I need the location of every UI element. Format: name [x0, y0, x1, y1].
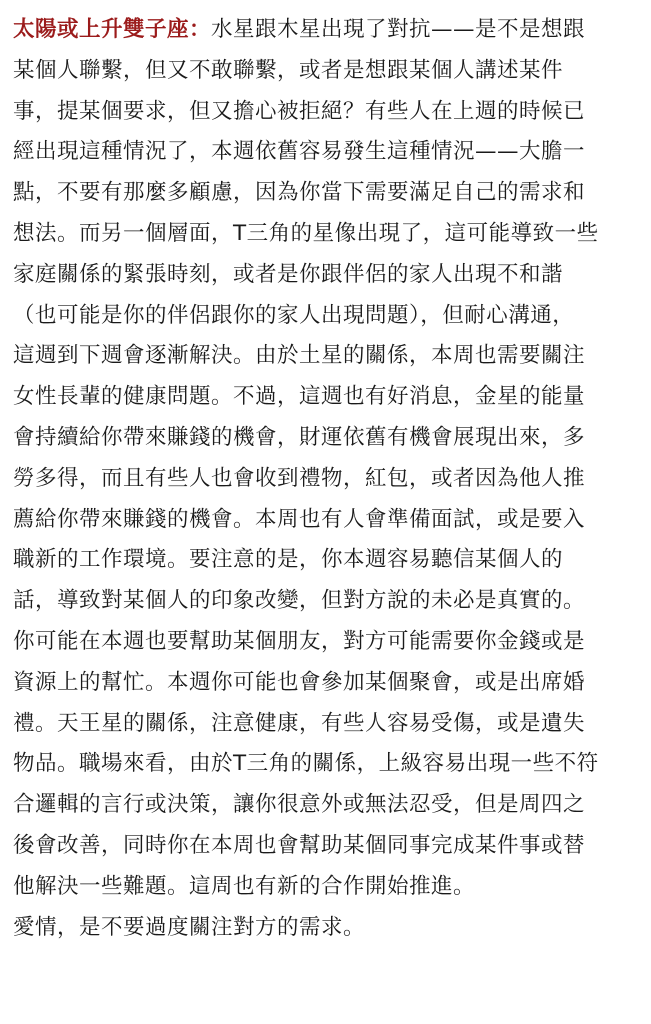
text-line-1-body: 水星跟木星出現了對抗——是不是想跟: [211, 17, 586, 42]
text-line-4: 經出現這種情況了，本週依舊容易發生這種情況——大膽一: [13, 139, 586, 165]
text-line-11: 會持續給你帶來賺錢的機會，財運依舊有機會展現出來，多: [13, 424, 586, 450]
text-line-9: 這週到下週會逐漸解決。由於土星的關係，本周也需要關注: [13, 343, 586, 369]
sign-heading: 太陽或上升雙子座：: [13, 17, 212, 42]
text-line-6: 想法。而另一個層面，T三角的星像出現了，這可能導致一些: [13, 220, 599, 246]
text-line-16: 你可能在本週也要幫助某個朋友，對方可能需要你金錢或是: [13, 628, 586, 654]
text-line-14: 職新的工作環境。要注意的是，你本週容易聽信某個人的: [13, 547, 564, 573]
text-line-7: 家庭關係的緊張時刻，或者是你跟伴侶的家人出現不和諧: [13, 261, 564, 287]
text-line-13: 薦給你帶來賺錢的機會。本周也有人會準備面試，或是要入: [13, 506, 586, 532]
text-line-1: [13, 10, 641, 51]
text-line-8: （也可能是你的伴侶跟你的家人出現問題），但耐心溝通，: [13, 302, 575, 328]
text-line-21: 後會改善，同時你在本周也會幫助某個同事完成某件事或替: [13, 832, 586, 858]
text-line-3: 事，提某個要求，但又擔心被拒絕？有些人在上週的時候已: [13, 98, 586, 124]
text-line-2: 某個人聯繫，但又不敢聯繫，或者是想跟某個人講述某件: [13, 57, 564, 83]
text-line-20: 合邏輯的言行或決策，讓你很意外或無法忍受，但是周四之: [13, 792, 586, 818]
love-line: 愛情，是不要過度關注對方的需求。: [13, 914, 366, 940]
text-line-19: 物品。職場來看，由於T三角的關係，上級容易出現一些不符: [13, 751, 599, 777]
text-line-17: 資源上的幫忙。本週你可能也會參加某個聚會，或是出席婚: [13, 669, 586, 695]
text-line-18: 禮。天王星的關係，注意健康，有些人容易受傷，或是遺失: [13, 710, 586, 736]
text-line-15: 話，導致對某個人的印象改變，但對方說的未必是真實的。: [13, 588, 586, 614]
text-line-10: 女性長輩的健康問題。不過，這週也有好消息，金星的能量: [13, 384, 586, 410]
text-line-12: 勞多得，而且有些人也會收到禮物，紅包，或者因為他人推: [13, 465, 586, 491]
text-line-22: 他解決一些難題。這周也有新的合作開始推進。: [13, 873, 476, 899]
text-line-5: 點，不要有那麼多顧慮，因為你當下需要滿足自己的需求和: [13, 180, 586, 206]
